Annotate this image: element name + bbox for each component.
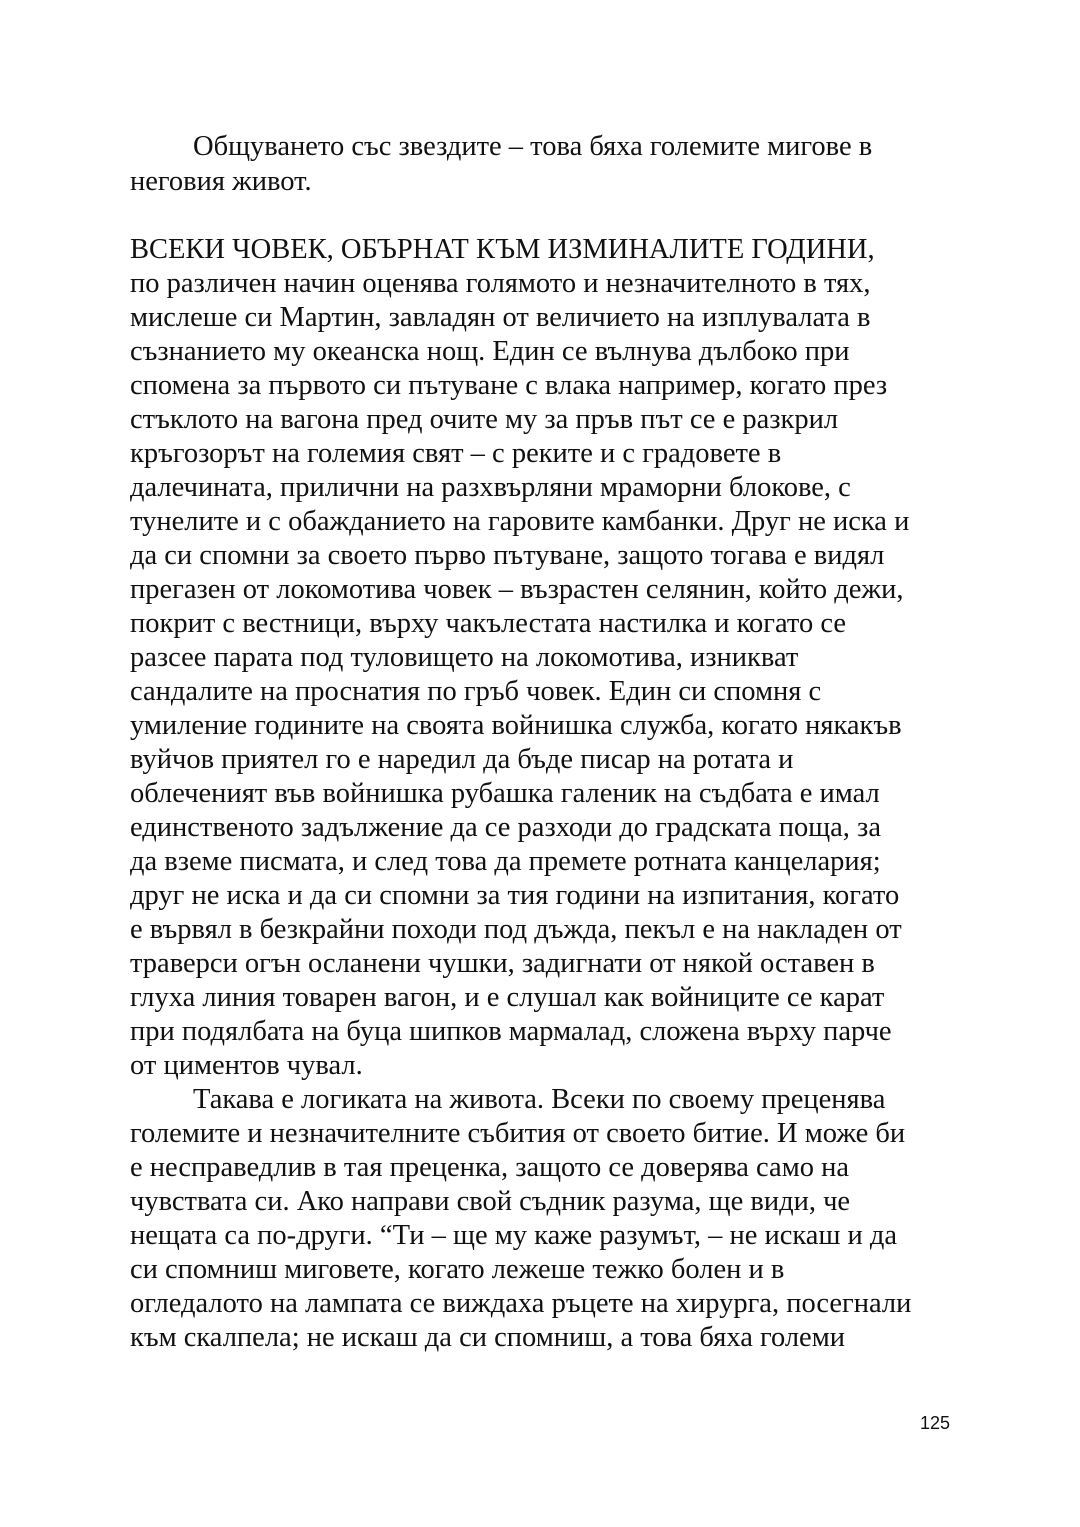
text-line: нещата са по-други. “Ти – ще му каже разумът, – не искаш и да <box>130 1220 898 1251</box>
text-line: глуха линия товарен вагон, и е слушал как войниците се карат <box>130 982 885 1013</box>
text-line: друг не иска и да си спомни за тия години на изпитания, когато <box>130 880 900 911</box>
text-line: покрит с вестници, върху чакълестата настилка и когато се <box>130 608 846 639</box>
text-line: вуйчов приятел го е наредил да бъде писар на ротата и <box>130 744 794 775</box>
text-line: е вървял в безкрайни походи под дъжда, пекъл е на накладен от <box>130 914 902 945</box>
text-line: съзнанието му океанска нощ. Един се вълнува дълбоко при <box>130 336 850 367</box>
text-line: сандалите на проснатия по гръб човек. Един си спомня с <box>130 676 822 707</box>
page-number: 125 <box>919 1413 950 1433</box>
text-line: неговия живот. <box>130 166 312 197</box>
text-line: далечината, прилични на разхвърляни мраморни блокове, с <box>130 472 851 503</box>
text-line: прегазен от локомотива човек – възрастен селянин, който дежи, <box>130 574 904 605</box>
text-line: при подялбата на буца шипков мармалад, сложена върху парче <box>130 1016 892 1047</box>
text-line: облеченият във войнишка рубашка галеник на съдбата е имал <box>130 778 880 809</box>
text-line: е несправедлив в тая преценка, защото се доверява само на <box>130 1152 850 1183</box>
text-line: към скалпела; не искаш да си спомниш, а това бяха големи <box>130 1322 845 1353</box>
text-line: тунелите и с обажданието на гаровите камбанки. Друг не иска и <box>130 506 910 537</box>
text-line: траверси огън осланени чушки, задигнати от някой оставен в <box>130 948 875 979</box>
text-line: Такава е логиката на живота. Всеки по своему преценява <box>193 1084 886 1115</box>
text-line: мислеше си Мартин, завладян от величието на изплувалата в <box>130 302 871 333</box>
text-line: единственото задължение да се разходи до градската поща, за <box>130 812 881 843</box>
text-line: умиление годините на своята войнишка служба, когато някакъв <box>130 710 902 741</box>
text-line: стъклото на вагона пред очите му за пръв път се е разкрил <box>130 404 839 435</box>
text-line: по различен начин оценява голямото и незначителното в тях, <box>130 268 871 299</box>
section-heading-line: ВСЕКИ ЧОВЕК, ОБЪРНАТ КЪМ ИЗМИНАЛИТЕ ГОДИНИ, <box>130 234 875 265</box>
text-line: чувствата си. Ако направи свой съдник разума, ще види, че <box>130 1186 851 1217</box>
text-line: огледалото на лампата се виждаха ръцете на хирурга, посегнали <box>130 1288 912 1319</box>
text-line: кръгозорът на големия свят – с реките и с градовете в <box>130 438 782 469</box>
text-line: разсее парата под туловището на локомотива, изникват <box>130 642 799 673</box>
text-line: спомена за първото си пътуване с влака например, когато през <box>130 370 888 401</box>
text-line: Общуването със звездите – това бяха големите мигове в <box>193 131 873 162</box>
text-line: да си спомни за своето първо пътуване, защото тогава е видял <box>130 540 885 571</box>
text-line: да вземе писмата, и след това да премете ротната канцелария; <box>130 846 881 877</box>
text-line: си спомниш миговете, когато лежеше тежко болен и в <box>130 1254 785 1285</box>
text-line: от циментов чувал. <box>130 1050 363 1081</box>
text-line: големите и незначителните събития от своето битие. И може би <box>130 1118 906 1149</box>
